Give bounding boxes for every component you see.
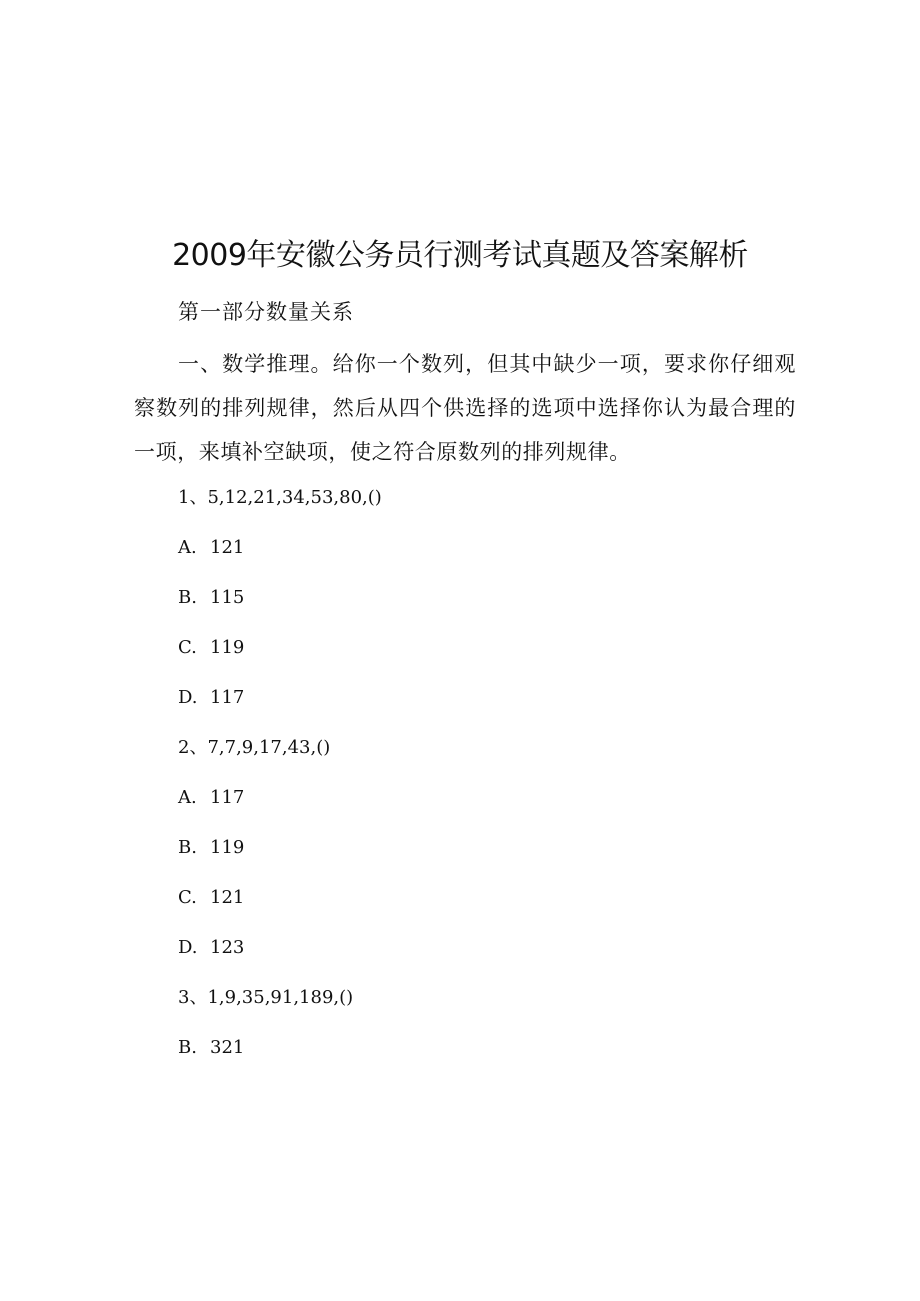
option-value: 321 bbox=[210, 1037, 245, 1058]
option-letter: B. bbox=[178, 587, 197, 608]
option-value: 121 bbox=[210, 887, 245, 908]
question-2-option-a bbox=[178, 784, 244, 812]
option-value: 117 bbox=[210, 687, 245, 708]
question-2-option-b bbox=[178, 834, 244, 862]
question-1-option-b bbox=[178, 584, 244, 612]
question-2-option-d bbox=[178, 934, 244, 962]
option-letter: C. bbox=[178, 637, 197, 658]
intro-paragraph: 一、数学推理。给你一个数列，但其中缺少一项，要求你仔细观察数列的排列规律，然后从四个供选择的选项中选择你认为最合理的一项，来填补空缺项，使之符合原数列的排列规律。 bbox=[134, 352, 796, 464]
question-1-option-a bbox=[178, 534, 244, 562]
question-2-stem: 2、7,7,9,17,43,() bbox=[178, 737, 331, 758]
question-3-stem: 3、1,9,35,91,189,() bbox=[178, 987, 354, 1008]
option-letter: B. bbox=[178, 1037, 197, 1058]
question-1-option-d bbox=[178, 684, 244, 712]
option-value: 119 bbox=[210, 837, 245, 858]
option-value: 119 bbox=[210, 637, 245, 658]
option-value: 117 bbox=[210, 787, 245, 808]
question-2-option-c bbox=[178, 884, 244, 912]
question-1-stem: 1、5,12,21,34,53,80,() bbox=[178, 487, 382, 508]
option-value: 123 bbox=[210, 937, 245, 958]
question-1-option-c bbox=[178, 634, 244, 662]
option-letter: C. bbox=[178, 887, 197, 908]
document-title: 2009年安徽公务员行测考试真题及答案解析 bbox=[172, 238, 748, 273]
option-letter: B. bbox=[178, 837, 197, 858]
option-letter: A. bbox=[178, 787, 197, 808]
option-letter: D. bbox=[178, 937, 198, 958]
option-value: 115 bbox=[210, 587, 245, 608]
question-3-option-b bbox=[178, 1034, 244, 1062]
option-value: 121 bbox=[210, 537, 245, 558]
option-letter: A. bbox=[178, 537, 197, 558]
option-letter: D. bbox=[178, 687, 198, 708]
section-heading: 第一部分数量关系 bbox=[178, 300, 354, 324]
